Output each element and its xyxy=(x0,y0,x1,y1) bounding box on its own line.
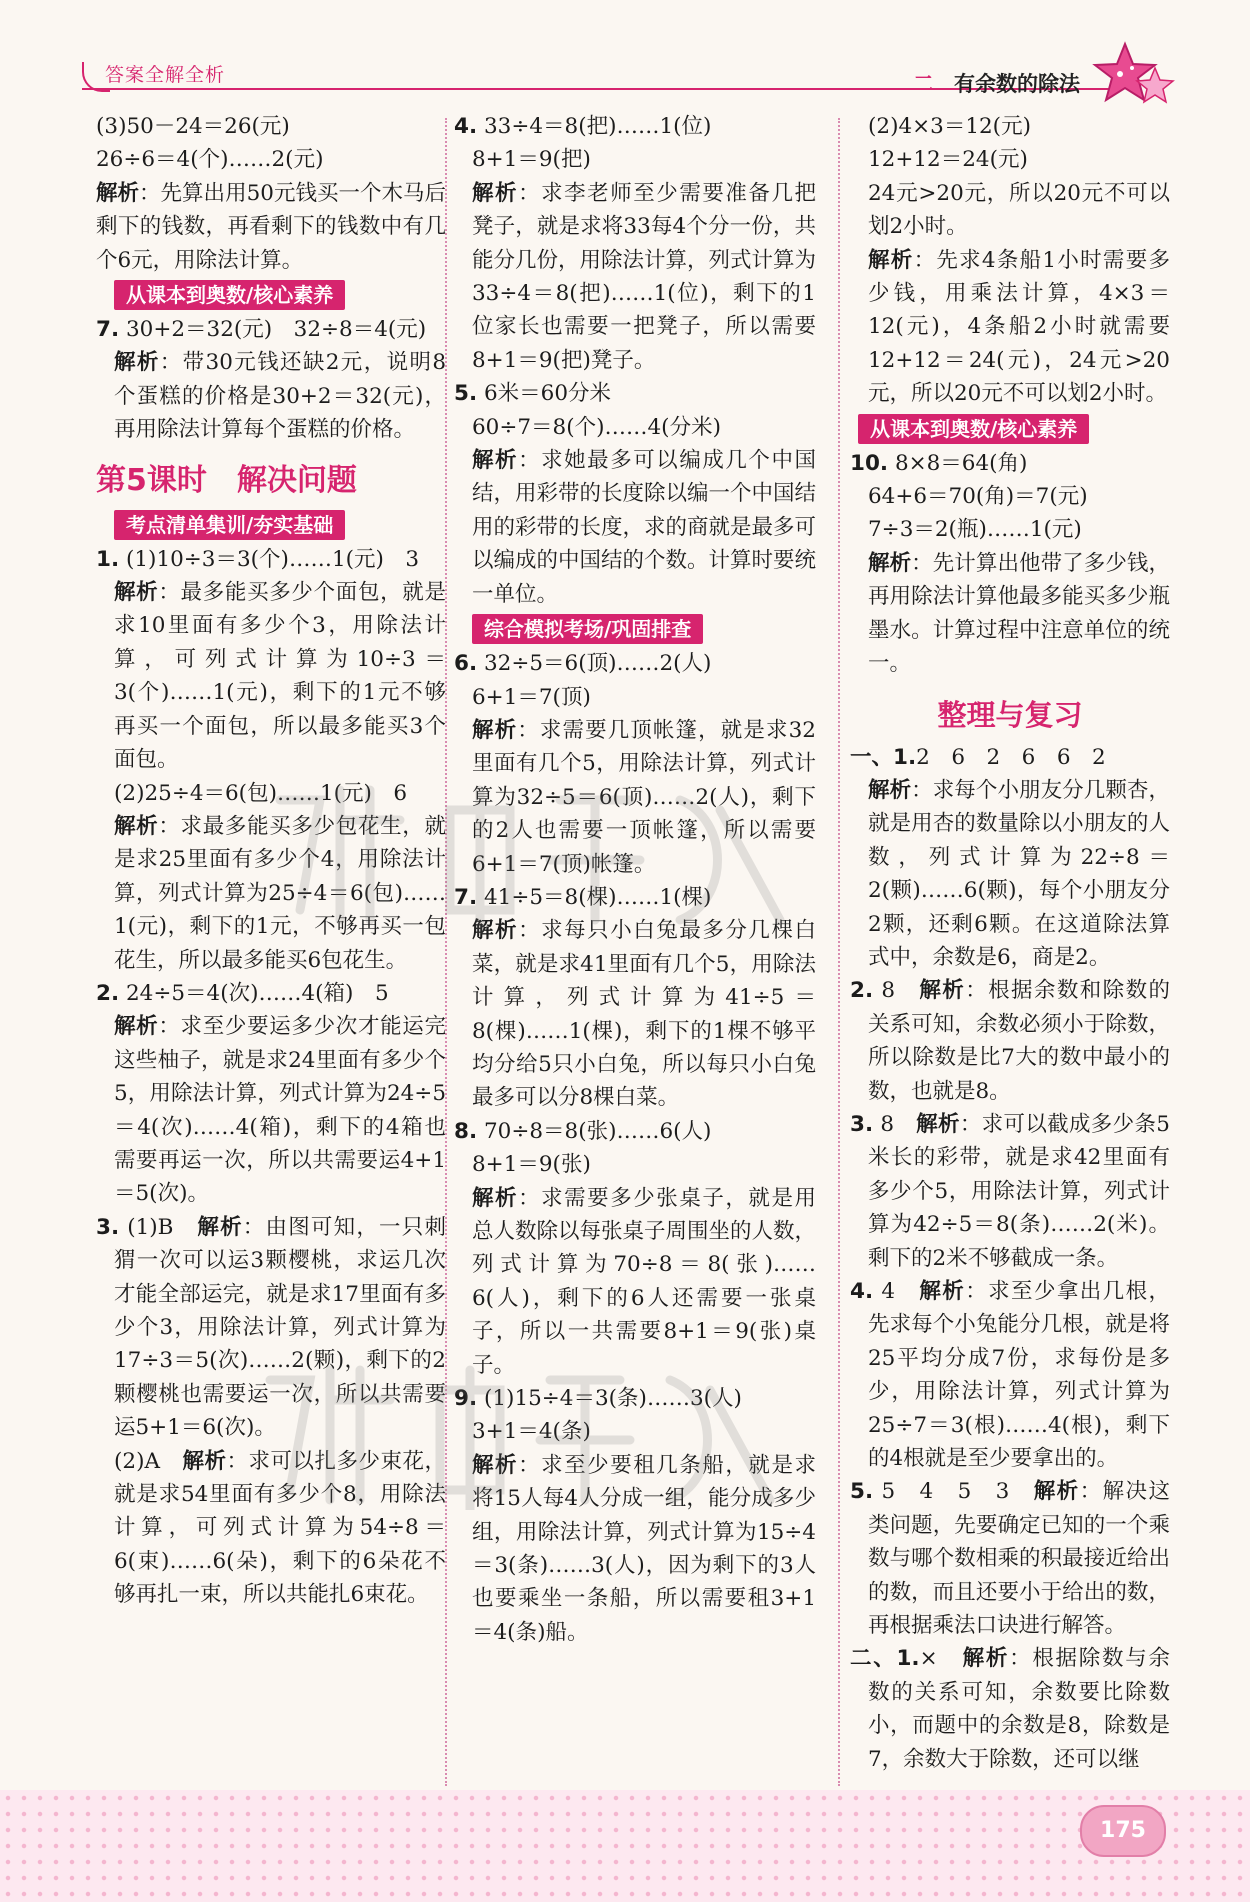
answer-line: 8+1＝9(张) xyxy=(472,1152,591,1178)
column-3 xyxy=(850,110,1170,1776)
analysis-label: 解析 xyxy=(919,1279,966,1304)
analysis-text: ：求每个小朋友分几颗杏，就是用杏的数量除以小朋友的人数，列式计算为22÷8＝2(颗)……6(颗)，每个小朋友分2颗，还剩6颗。在这道除法算式中，余数是6，商是2。 xyxy=(868,777,1170,970)
answer-text: 70÷8＝8(张)……6(人) xyxy=(483,1118,712,1144)
answer-text: 5 4 5 3 xyxy=(881,1479,1034,1505)
watermark-graphic xyxy=(240,1340,800,1510)
answer-text: (2)A xyxy=(114,1448,183,1474)
question-number: 5. xyxy=(850,1479,874,1505)
answer-line xyxy=(96,543,446,576)
answer-line xyxy=(850,1108,1170,1275)
question-number: 1. xyxy=(96,546,120,572)
question-number: 6. xyxy=(454,651,478,677)
analysis-label: 解析 xyxy=(197,1214,243,1240)
analysis-label: 解析 xyxy=(472,1185,519,1211)
answer-line xyxy=(850,974,1170,1108)
answer-text: 2 6 2 6 6 2 xyxy=(916,744,1106,770)
answer-line: (2)4×3＝12(元) xyxy=(868,114,1031,139)
chapter-number: 二 xyxy=(913,72,934,96)
lesson-title: 第5课时 解决问题 xyxy=(96,462,357,498)
answer-text: 8 xyxy=(880,1111,917,1137)
analysis-label: 解析 xyxy=(472,717,518,743)
analysis-label: 解析 xyxy=(868,550,912,576)
header-left-title: 答案全解全析 xyxy=(105,64,226,86)
analysis-label: 解析 xyxy=(472,448,519,474)
answer-line xyxy=(850,1475,1170,1642)
analysis xyxy=(454,444,816,611)
answer-line xyxy=(850,1275,1170,1475)
analysis-text: ：求李老师至少需要准备几把凳子，就是求将33每4个分一份，共能分几份，用除法计算，列式计算为33÷4＝8(把)……1(位)，剩下的1位家长也需要一把凳子，所以需要8+1＝9(把)凳子。 xyxy=(472,180,817,373)
page-header xyxy=(0,0,1250,110)
answer-text: 32÷5＝6(顶)……2(人) xyxy=(483,651,712,677)
analysis-label: 解析 xyxy=(962,1646,1010,1672)
analysis xyxy=(96,177,446,277)
analysis-text: ：先算出用50元钱买一个木马后剩下的钱数，再看剩下的钱数中有几个6元，用除法计算。 xyxy=(96,180,446,273)
question-number: 一、1. xyxy=(850,744,917,770)
analysis-label: 解析 xyxy=(868,777,912,803)
answer-line xyxy=(454,647,816,680)
analysis-text: ：由图可知，一只刺猬一次可以运3颗樱桃，求运几次才能全部运完，就是求17里面有多少个3，用除法计算，列式计算为17÷3＝5(次)……2(颗)，剩下的2颗樱桃也需要运一次，所以共需要运5+1＝6(次)。 xyxy=(114,1214,446,1441)
analysis-label: 解析 xyxy=(114,1014,159,1040)
answer-line: 26÷6＝4(个)……2(元) xyxy=(96,147,324,173)
question-number: 2. xyxy=(96,980,120,1006)
analysis-label: 解析 xyxy=(114,813,159,839)
analysis-label: 解析 xyxy=(472,1452,519,1478)
question-number: 3. xyxy=(96,1214,120,1240)
answer-text: 4 xyxy=(881,1279,920,1304)
answer-line: 60÷7＝8(个)……4(分米) xyxy=(472,414,721,440)
analysis xyxy=(850,244,1170,411)
analysis-label: 解析 xyxy=(919,978,966,1004)
analysis-text: ：根据余数和除数的关系可知，余数必须小于除数，所以除数是比7大的数中最小的数，也就是8。 xyxy=(868,978,1170,1104)
analysis-label: 解析 xyxy=(1033,1479,1080,1505)
answer-line: 64+6＝70(角)＝7(元) xyxy=(868,484,1088,510)
answer-line xyxy=(454,1115,816,1148)
analysis-label: 解析 xyxy=(96,180,140,206)
analysis-text: ：求可以扎多少束花，就是求54里面有多少个8，用除法计算，可列式计算为54÷8＝6(束)……6(朵)，剩下的6朵花不够再扎一束，所以共能扎6束花。 xyxy=(114,1448,446,1608)
analysis xyxy=(850,774,1170,974)
answer-text: (1)B xyxy=(127,1214,198,1240)
answer-line: 3+1＝4(条) xyxy=(472,1419,591,1445)
question-number: 8. xyxy=(454,1118,478,1144)
section-banner: 从课本到奥数/核心素养 xyxy=(858,414,1089,444)
analysis-text: ：求至少拿出几根，先求每个小兔能分几根，就是将25平均分成7份，求每份是多少，用除法计算，列式计算为25÷7＝3(根)……4(根)，剩下的4根就是至少要拿出的。 xyxy=(868,1279,1170,1472)
analysis xyxy=(454,914,816,1114)
analysis-label: 解析 xyxy=(114,580,159,606)
answer-line xyxy=(454,110,816,143)
question-number: 10. xyxy=(850,450,889,476)
analysis-text: ：求每只小白兔最多分几棵白菜，就是求41里面有几个5，用除法计算，列式计算为41÷5＝8(棵)……1(棵)，剩下的1棵不够平均分给5只小白兔，所以每只小白兔最多可以分8棵白菜。 xyxy=(472,918,816,1111)
question-number: 二、1. xyxy=(850,1646,920,1672)
answer-line xyxy=(850,741,1170,774)
analysis-text: ：带30元钱还缺2元，说明8个蛋糕的价格是30+2＝32(元)，再用除法计算每个蛋糕的价格。 xyxy=(114,350,446,443)
section-banner: 综合模拟考场/巩固排查 xyxy=(472,614,703,644)
answer-text: 6米＝60分米 xyxy=(483,381,612,407)
answer-line: 12+12＝24(元) xyxy=(868,147,1028,173)
analysis-text: ：先计算出他带了多少钱，再用除法计算他最多能买多少瓶墨水。计算过程中注意单位的统一。 xyxy=(868,550,1170,677)
answer-text: (1)15÷4＝3(条)……3(人) xyxy=(483,1386,742,1412)
analysis-text: ：求需要几顶帐篷，就是求32里面有几个5，用除法计算，列式计算为32÷5＝6(顶)……2(人)，剩下的2人也需要一顶帐篷，所以需要6+1＝7(顶)帐篷。 xyxy=(472,717,816,877)
analysis-text: ：求至少要运多少次才能运完这些柚子，就是求24里面有多少个5，用除法计算，列式计算为24÷5＝4(次)……4(箱)，剩下的4箱也需要再运一次，所以共需要运4+1＝5(次)。 xyxy=(114,1014,446,1207)
analysis-text: ：求可以截成多少条5米长的彩带，就是求42里面有多少个5，用除法计算，列式计算为42÷5＝8(条)……2(米)。剩下的2米不够截成一条。 xyxy=(868,1111,1170,1271)
analysis xyxy=(850,547,1170,681)
answer-line xyxy=(454,377,816,410)
analysis-label: 解析 xyxy=(868,247,914,273)
analysis xyxy=(454,177,816,377)
question-number: 5. xyxy=(454,381,478,407)
analysis-text: ：解决这类问题，先要确定已知的一个乘数与哪个数相乘的积最接近给出的数，而且还要小于给出的数，再根据乘法口诀进行解答。 xyxy=(868,1479,1170,1639)
answer-line xyxy=(850,1642,1170,1776)
analysis-label: 解析 xyxy=(182,1448,227,1474)
analysis-label: 解析 xyxy=(472,918,519,944)
answer-text: 24÷5＝4(次)……4(箱) 5 xyxy=(125,980,389,1006)
chapter-title: 有余数的除法 xyxy=(954,72,1080,96)
answer-line: 6+1＝7(顶) xyxy=(472,684,591,710)
answer-line: (2)25÷4＝6(包)……1(元) 6 xyxy=(114,780,408,806)
answer-text: 8×8＝64(角) xyxy=(894,450,1028,476)
section-banner: 考点清单集训/夯实基础 xyxy=(114,510,345,540)
analysis-text: ：根据除数与余数的关系可知，余数要比除数小，而题中的余数是8，除数是7，余数大于除数，还可以继 xyxy=(868,1646,1170,1772)
watermark-graphic xyxy=(250,760,810,940)
answer-line: 24元>20元，所以20元不可以划2小时。 xyxy=(868,180,1170,240)
question-number: 2. xyxy=(850,978,874,1004)
answer-line: 8+1＝9(把) xyxy=(472,147,591,173)
column-separator-2 xyxy=(838,118,840,1786)
question-number: 7. xyxy=(454,884,478,910)
section-banner: 从课本到奥数/核心素养 xyxy=(114,280,345,310)
answer-line: 7÷3＝2(瓶)……1(元) xyxy=(868,517,1082,543)
analysis-text: ：最多能买多少个面包，就是求10里面有多少个3，用除法计算，可列式计算为10÷3＝3(个)……1(元)，剩下的1元不够再买一个面包，所以最多能买3个面包。 xyxy=(114,580,446,773)
analysis-text: ：求需要多少张桌子，就是用总人数除以每张桌子周围坐的人数，列式计算为70÷8＝8(张)……6(人)，剩下的6人还需要一张桌子，所以一共需要8+1＝9(张)桌子。 xyxy=(472,1185,817,1378)
analysis xyxy=(96,576,446,776)
answer-text: × xyxy=(919,1646,963,1672)
answer-text: (1)10÷3＝3(个)……1(元) 3 xyxy=(125,546,420,572)
question-number: 7. xyxy=(96,317,120,343)
analysis xyxy=(96,346,446,446)
answer-line xyxy=(96,313,446,346)
analysis-text: ：求至少要租几条船，就是求将15人每4人分成一组，能分成多少组，用除法计算，列式计算为15÷4＝3(条)……3(人)，因为剩下的3人也要乘坐一条船，所以需要租3+1＝4(条)船。 xyxy=(472,1452,816,1645)
answer-text: 30+2＝32(元) 32÷8＝4(元) xyxy=(125,317,427,343)
question-number: 4. xyxy=(454,114,478,139)
question-number: 9. xyxy=(454,1386,478,1412)
analysis-text: ：求最多能买多少包花生，就是求25里面有多少个4，用除法计算，列式计算为25÷4＝6(包)……1(元)，剩下的1元，不够再买一包花生，所以最多能买6包花生。 xyxy=(114,813,446,973)
pink-stars-icon xyxy=(1080,38,1180,118)
analysis-text: ：先求4条船1小时需要多少钱，用乘法计算，4×3＝12(元)，4条船2小时就需要12+12＝24(元)，24元>20元，所以20元不可以划2小时。 xyxy=(868,247,1170,407)
question-number: 3. xyxy=(850,1111,874,1137)
review-title: 整理与复习 xyxy=(937,697,1083,732)
header-chapter xyxy=(913,68,1080,98)
analysis xyxy=(96,1010,446,1210)
page-footer-pattern xyxy=(0,1790,1250,1902)
question-number: 4. xyxy=(850,1279,874,1304)
answer-line xyxy=(96,977,446,1010)
analysis-text: ：求她最多可以编成几个中国结，用彩带的长度除以编一个中国结用的彩带的长度，求的商就是最多可以编成的中国结的个数。计算时要统一单位。 xyxy=(472,448,817,607)
analysis-label: 解析 xyxy=(114,350,160,376)
analysis-label: 解析 xyxy=(472,180,519,206)
answer-text: 41÷5＝8(棵)……1(棵) xyxy=(483,884,712,910)
page-number: 175 xyxy=(1080,1805,1166,1857)
answer-line: (3)50－24＝26(元) xyxy=(96,114,290,139)
answer-text: 8 xyxy=(881,978,920,1004)
analysis-label: 解析 xyxy=(916,1111,960,1137)
answer-line xyxy=(850,447,1170,480)
answer-text: 33÷4＝8(把)……1(位) xyxy=(483,114,712,139)
